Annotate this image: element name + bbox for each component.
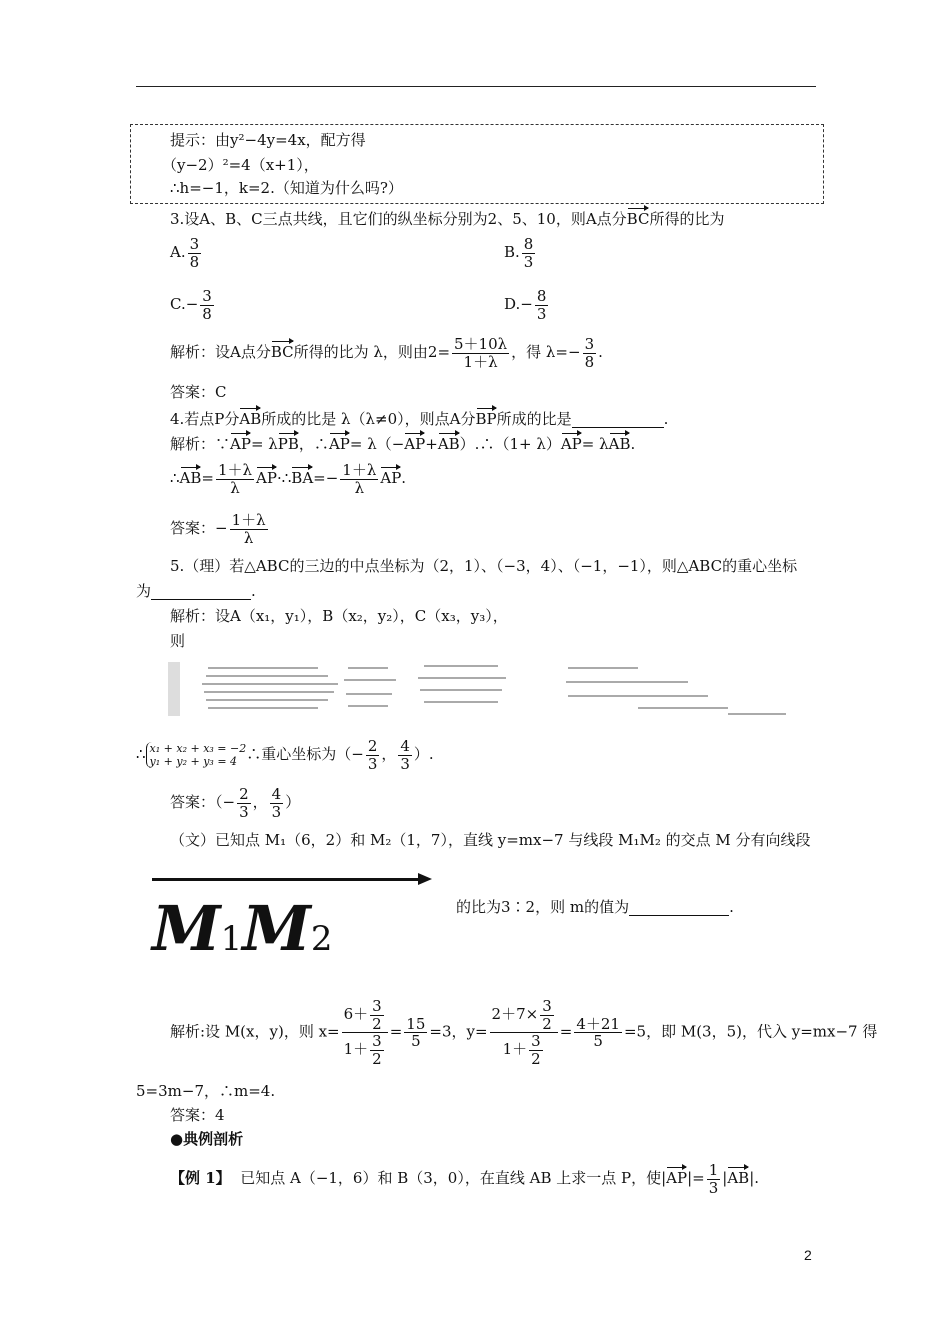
big-vector-m1m2: M1M2 [152,892,333,965]
q3-option-d: D.− $\frac{8}{3}$ [504,287,547,323]
q5-centroid: ∴ x₁ + x₂ + x₃ = −2 y₁ + y₂ + y₃ = 4 ∴重心坐标为（− $\frac{2}{3}$ ， $\frac{4}{3}$ ）. [136,737,434,773]
q5-answer: 答案：（− $\frac{2}{3}$ ， $\frac{4}{3}$ ） [170,785,301,821]
vector-bc: BC [627,206,650,227]
example-1: 【例 1】 已知点 A（−1，6）和 B（3，0），在直线 AB 上求一点 P，使|AP|= $\frac{1}{3}$ |AB|. [170,1161,760,1197]
q3-analysis: 解析：设A点分BC所得的比为 λ，则由2= $\frac{5+10\lambda}{1+\lambda}$ ，得 λ=− $\frac{3}{8}$ . [170,335,603,371]
q4-stem: 4.若点P分AB所成的比是 λ（λ≠0），则点A分BP所成的比是 . [170,406,668,428]
q5w-stem: （文）已知点 M₁（6，2）和 M₂（1，7），直线 y=mx−7 与线段 M₁M₂ 的交点 M 分有向线段 [170,831,811,849]
q5-stem: 5.（理）若△ABC的三边的中点坐标为（2，1）、（−3，4）、（−1，−1），则△ABC的重心坐标 [170,557,798,575]
fraction-x: 6＋ $\frac{3}{2}$ 1＋ $\frac{3}{2}$ [342,998,388,1067]
q4-answer: 答案：− $\frac{1+\lambda}{\lambda}$ [170,511,266,547]
q5w-analysis: 解析:设 M(x，y)，则 x= 6＋ $\frac{3}{2}$ 1＋ $\frac{3}{2}$ = $\frac{15}{5}$ =3，y= 2＋7× $\frac{3}{2}$ 1＋ $\frac{3}{2}$ = $\frac{4+21}{5}$ =5，即 M(3，5)，代入 y=mx−7 得 [170,997,878,1068]
vector-arrow [152,878,420,881]
blurred-equation-image [168,660,788,718]
q3-option-b: B. $\frac{8}{3}$ [504,235,534,271]
page-number: 2 [804,1247,812,1263]
q5w-blank [629,900,729,916]
q5-analysis-1: 解析：设A（x₁，y₁），B（x₂，y₂），C（x₃，y₃）， [170,607,508,625]
section-heading: ●典例剖析 [170,1130,244,1148]
q5w-tail: 的比为3∶2，则 m的值为 . [456,898,734,916]
q5-analysis-2: 则 [170,632,186,650]
hint-line-2: （y−2）²=4（x+1）， [162,156,319,174]
q3-stem: 3.设A、B、C三点共线，且它们的纵坐标分别为2、5、10，则A点分BC所得的比为 [170,206,724,227]
hint-line-3: ∴h=−1，k=2.（知道为什么吗?） [170,179,403,197]
q5-stem-2: 为 . [136,582,256,600]
q5w-answer: 答案：4 [170,1106,225,1124]
q3-option-c: C.− $\frac{3}{8}$ [170,287,212,323]
hint-line-1: 提示：由y²−4y=4x，配方得 [170,131,366,149]
q3-option-a: A. $\frac{3}{8}$ [170,235,200,271]
header-rule [136,86,816,87]
q4-blank [572,412,664,428]
equation-system: x₁ + x₂ + x₃ = −2 y₁ + y₂ + y₃ = 4 [146,742,247,768]
q5w-analysis-2: 5=3m−7，∴m=4. [136,1082,276,1100]
q4-analysis-1: 解析：∵AP= λPB，∴AP= λ（−AP+AB）.∴（1+ λ）AP= λAB. [170,431,635,452]
fraction-y: 2＋7× $\frac{3}{2}$ 1＋ $\frac{3}{2}$ [490,998,558,1067]
q3-answer: 答案：C [170,383,227,401]
q4-analysis-2: ∴AB= $\frac{1+\lambda}{\lambda}$ AP·∴BA=− $\frac{1+\lambda}{\lambda}$ AP. [170,461,407,497]
q5-blank [151,584,251,600]
